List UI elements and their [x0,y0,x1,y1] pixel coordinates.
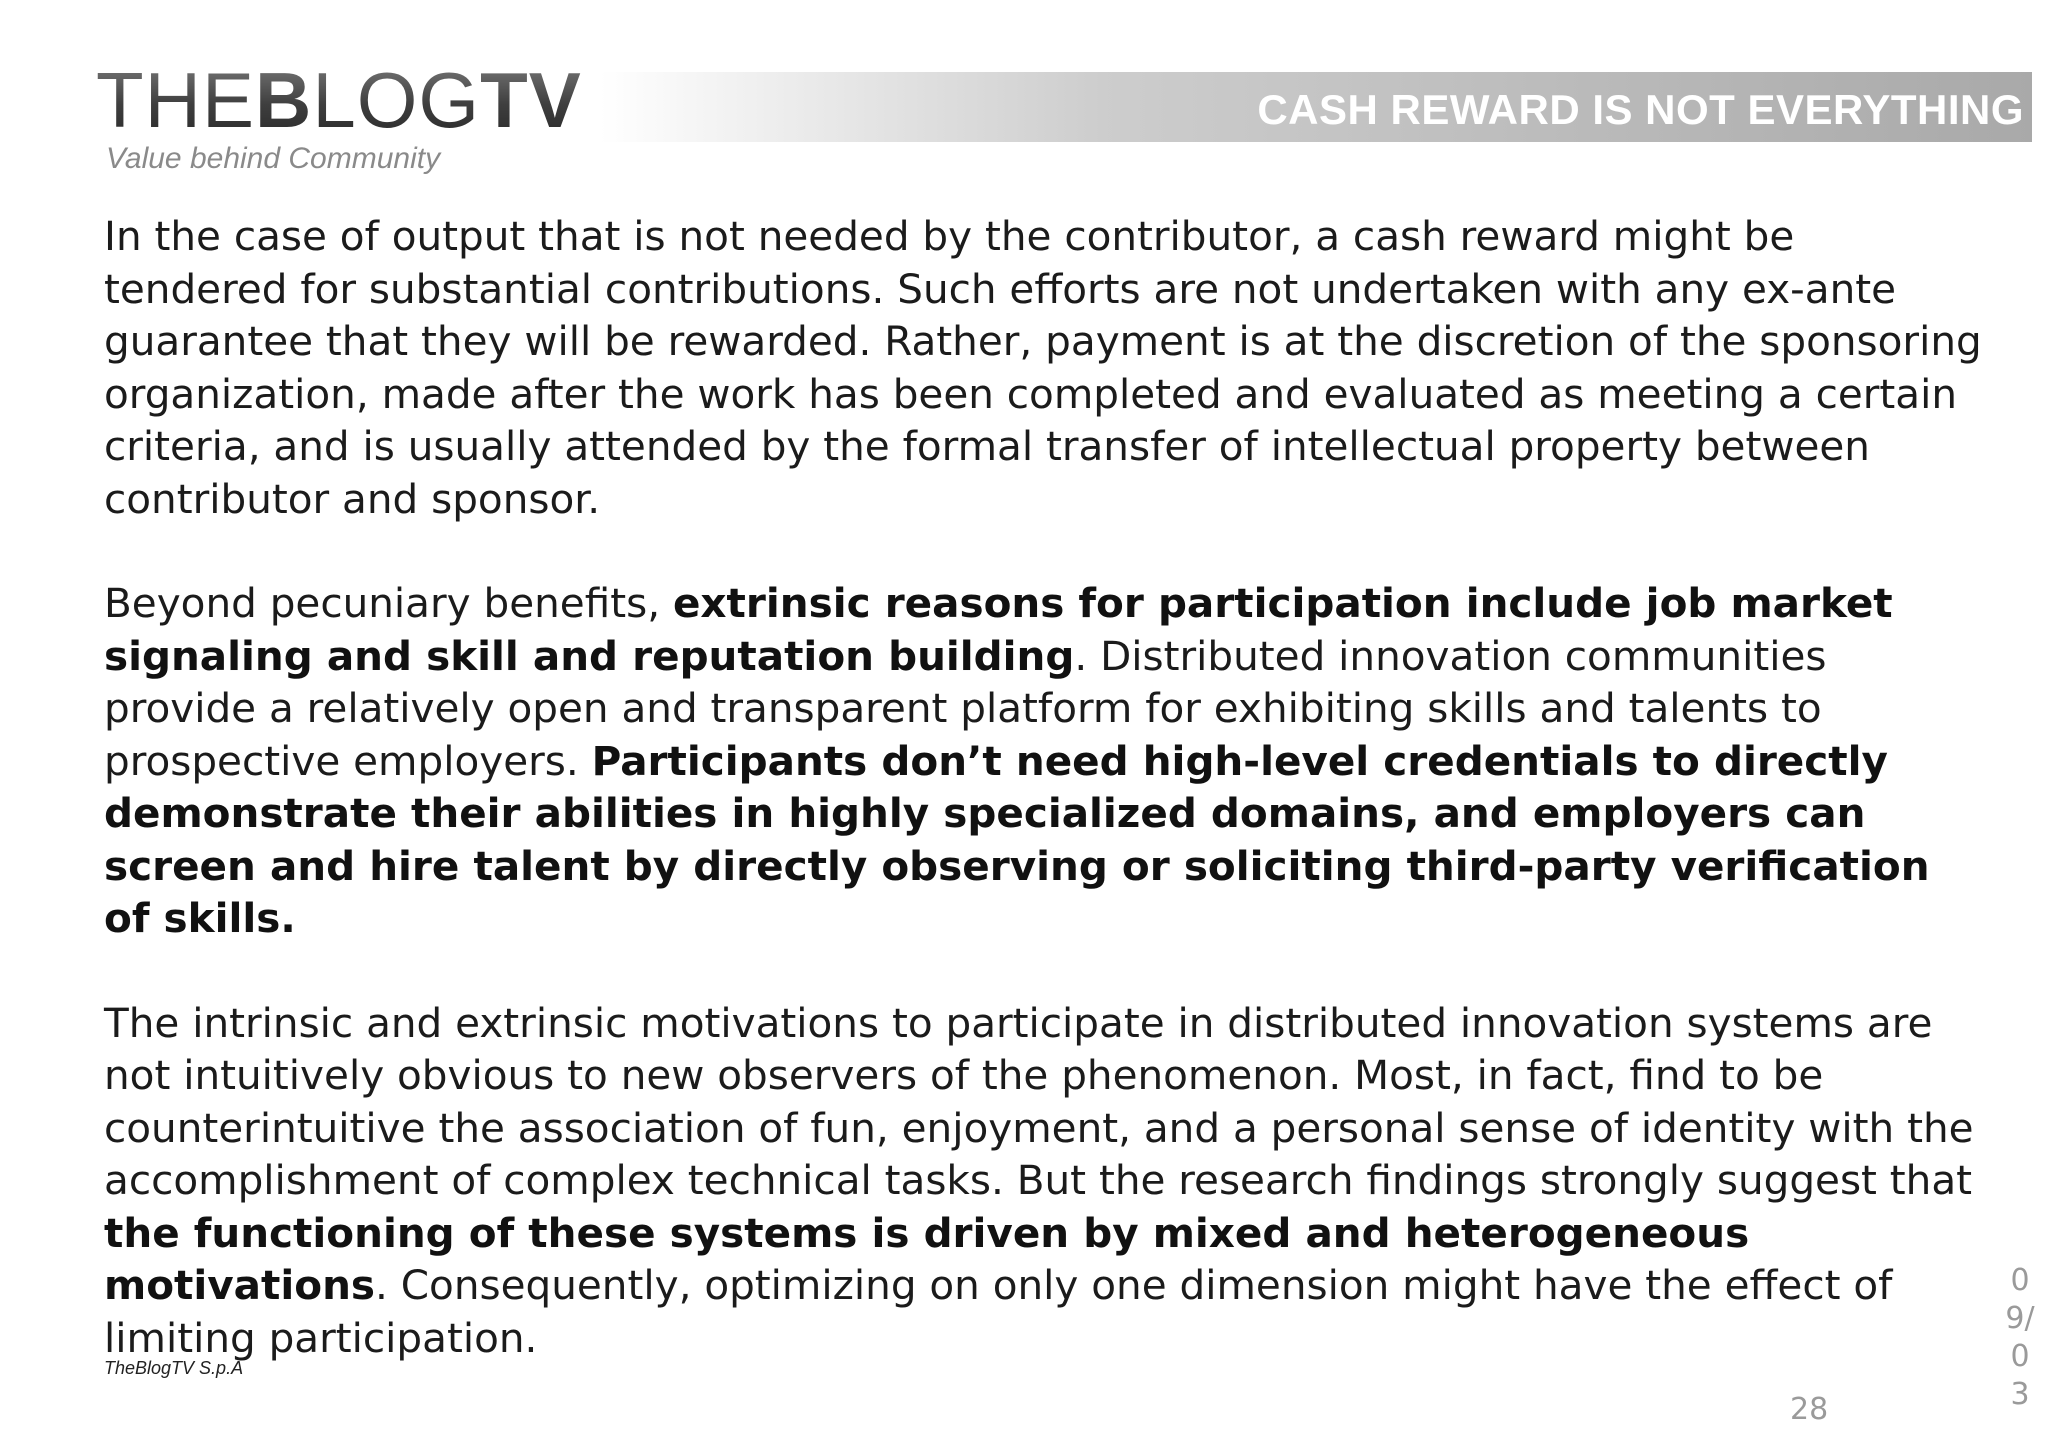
paragraph-3: The intrinsic and extrinsic motivations to participate in distributed innovation systems are not intuitively obvious to new observers of the phenomenon. Most, in fact, find to be counterintuitive the association of fun, enjoyment, and a personal sense of identity with the accomplishment of complex technical tasks. But the research findings strongly suggest that the functioning of these systems is driven by mixed and heterogeneous motivations. Consequently, optimizing on only one dimension might have the effect of limiting participation. [104,998,1974,1362]
body-text [104,210,1984,1416]
footer-company: TheBlogTV S.p.A [104,1358,244,1378]
emphasis: extrinsic reasons for participation include job market signaling and skill and reputation building [104,579,1893,680]
logo-wordmark: THEBLOGTV [96,56,582,144]
logo [96,56,582,176]
title-bar [600,72,2032,142]
paragraph-1: In the case of output that is not needed by the contributor, a cash reward might be tendered for substantial contributions. Such efforts are not undertaken with any ex-ante guarantee that they will be rewarded. Rather, payment is at the discretion of the sponsoring organization, made after the work has been completed and evaluated as meeting a certain criteria, and is usually attended by the formal transfer of intellectual property between contributor and sponsor. [104,212,1982,523]
logo-tagline: Value behind Community [106,142,441,175]
paragraph-2: Beyond pecuniary benefits, extrinsic reasons for participation include job market signaling and skill and reputation building. Distributed innovation communities provide a relatively open and transparent platform for exhibiting skills and talents to prospective employers. Participants don’t need high-level credentials to directly demonstrate their abilities in highly specialized domains, and employers can screen and hire talent by directly observing or soliciting third-party verification of skills. [104,579,1930,942]
emphasis: the functioning of these systems is driven by mixed and heterogeneous motivations [104,1208,1750,1309]
page-title: CASH REWARD IS NOT EVERYTHING [1257,86,2024,133]
page-number: 28 [1790,1392,1829,1427]
date-stamp: 09/03 [2005,1263,2035,1412]
emphasis: Participants don’t need high-level credentials to directly demonstrate their abilities in highly specialized domains, and employers can screen and hire talent by directly observing or soliciting third-party verification of skills. [104,736,1930,942]
